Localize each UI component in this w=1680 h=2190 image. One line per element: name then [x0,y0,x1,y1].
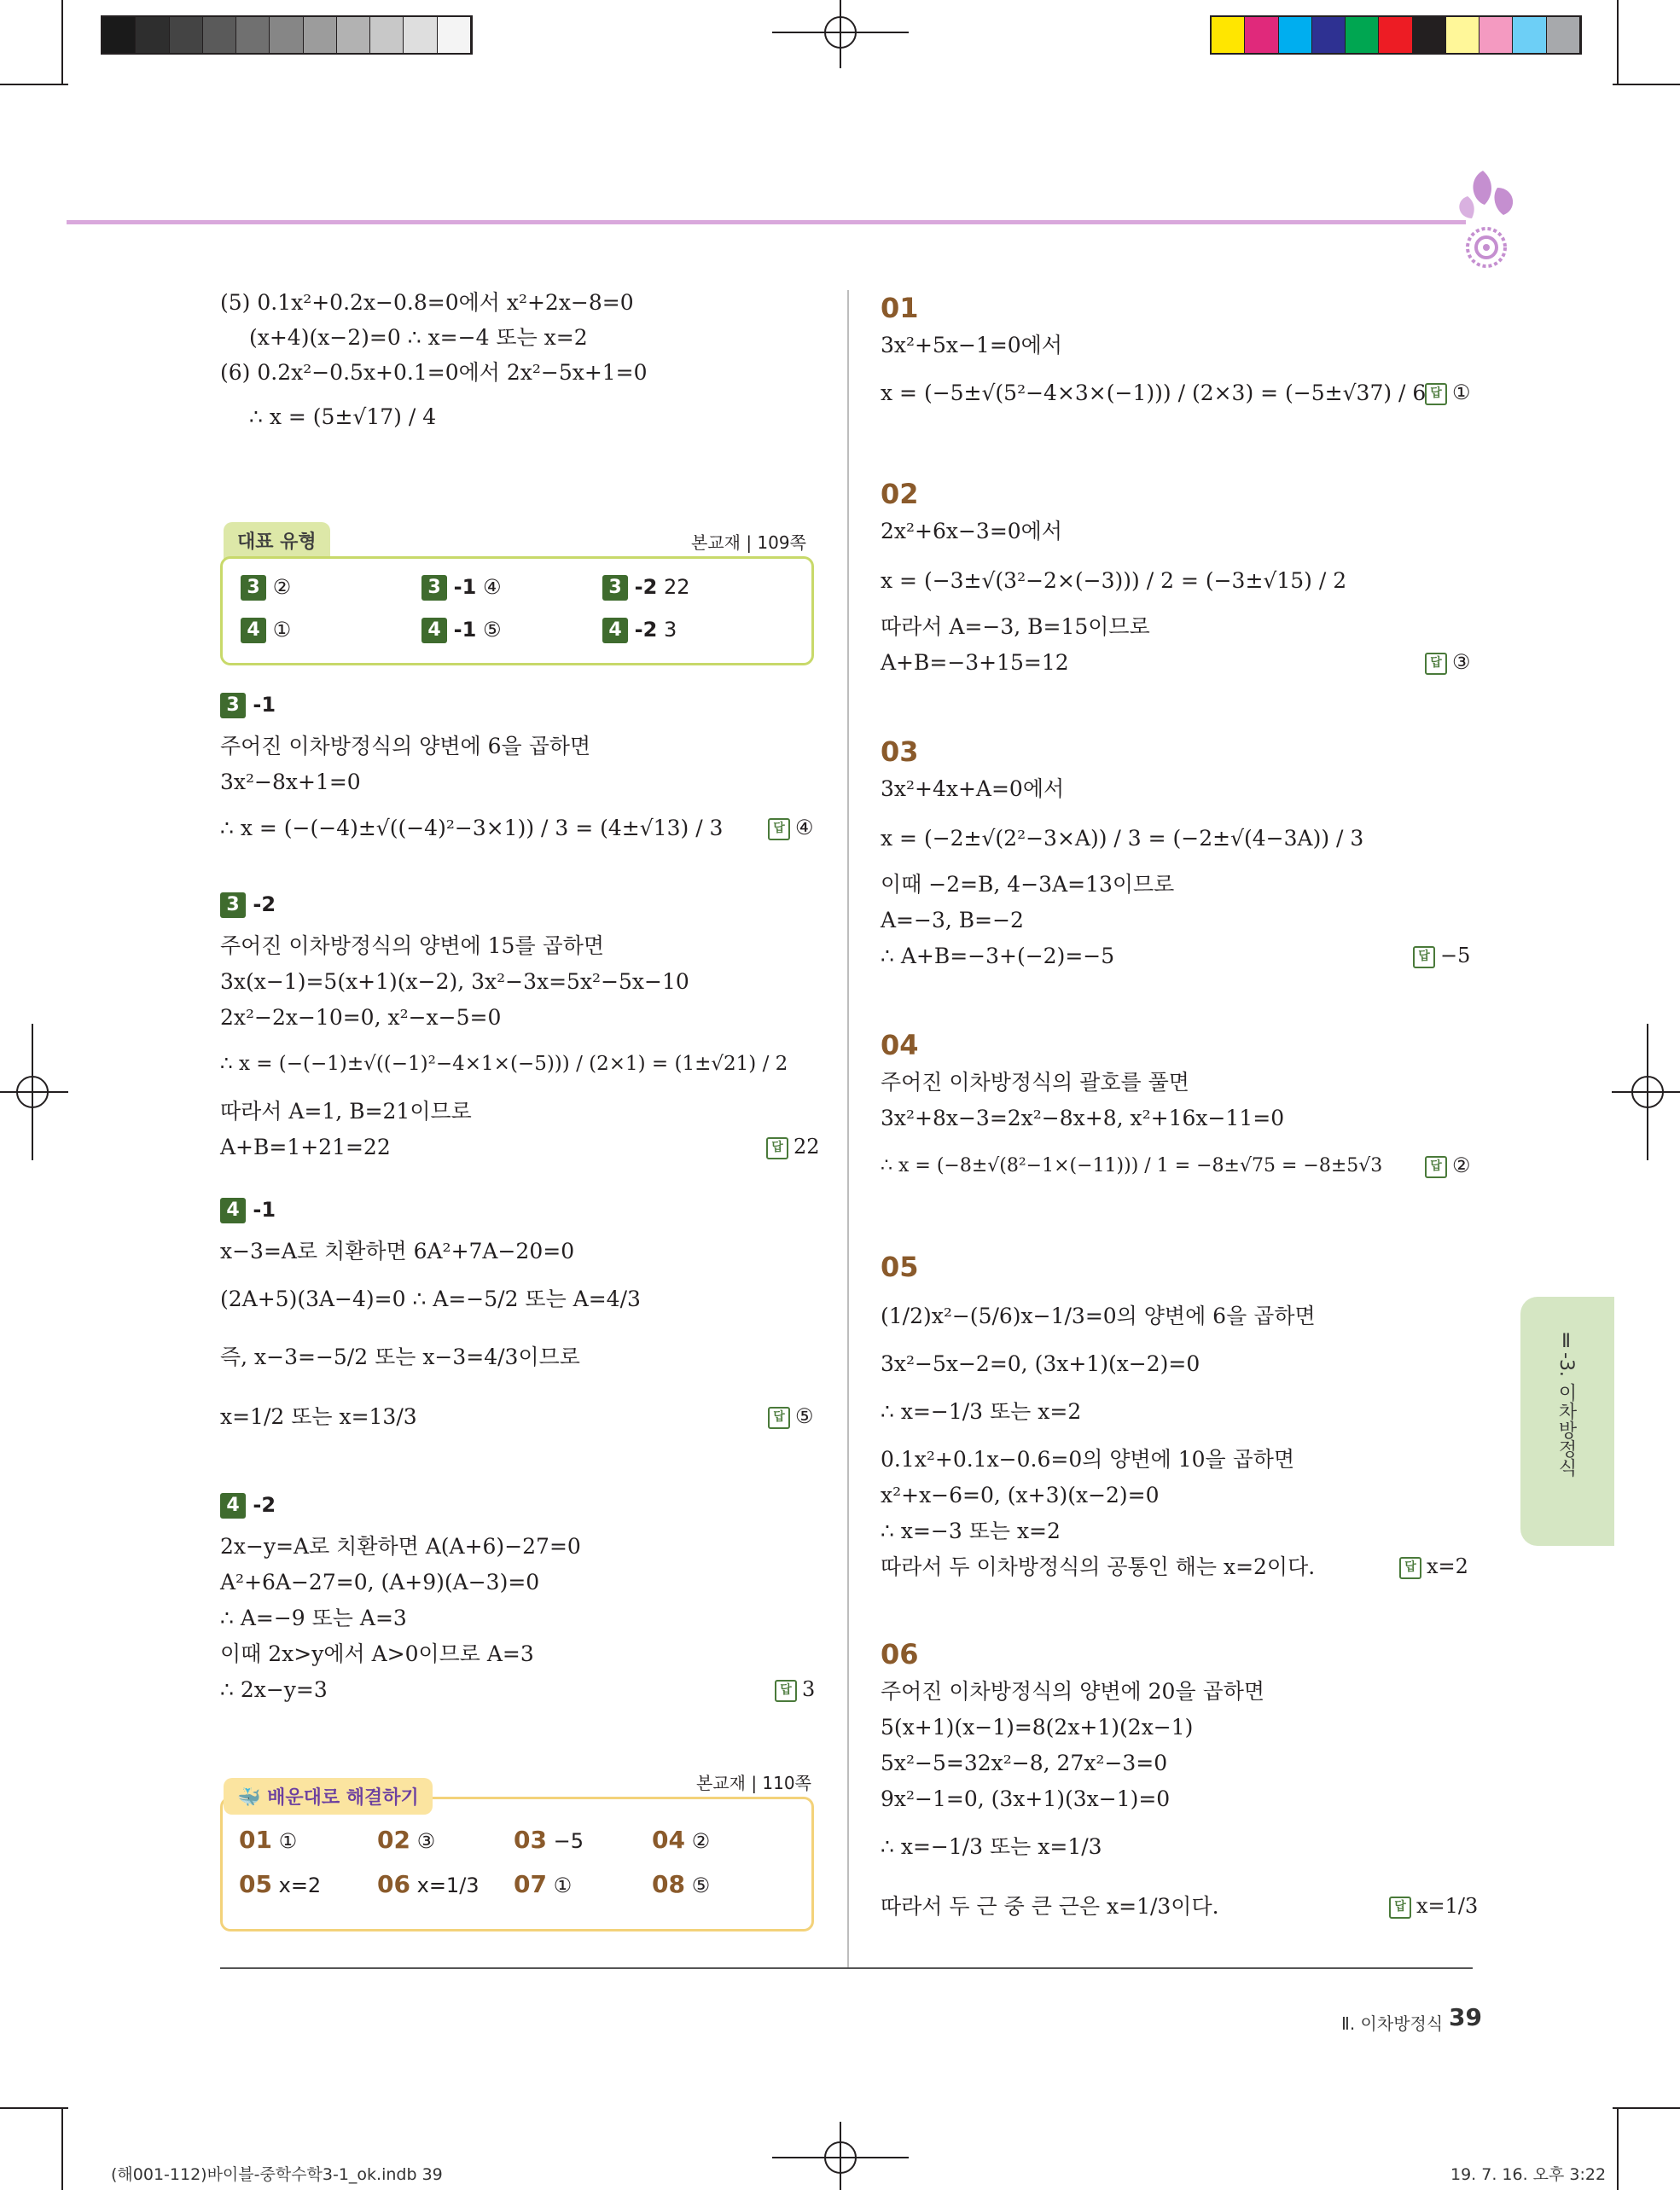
problem-number: 06 [881,1638,919,1670]
color-swatch [304,17,337,53]
daepyo-item: 3 ② [241,575,291,601]
text-line: 2x−y=A로 치환하면 A(A+6)−27=0 [220,1534,581,1559]
text-line: (5) 0.1x²+0.2x−0.8=0에서 x²+2x−8=0 [220,290,634,315]
answer-mark: 답 22 [766,1135,820,1159]
solution-heading: 3 -1 [220,693,276,718]
answer-mark: 답 ③ [1425,650,1471,675]
text-line: (2A+5)(3A−4)=0 ∴ A=−5/2 또는 A=4/3 [220,1287,641,1311]
text-line: x = (−2±√(2²−3×A)) / 3 = (−2±√(4−3A)) / 3 [881,826,1364,851]
text-line: 3x²−8x+1=0 [220,770,361,794]
text-line: 따라서 두 근 중 큰 근은 x=1/3이다. [881,1894,1219,1919]
text-line: 따라서 두 이차방정식의 공통인 해는 x=2이다. [881,1554,1316,1579]
solution-heading: 4 -1 [220,1198,276,1223]
registration-mark-right [1612,1024,1680,1160]
text-line: 주어진 이차방정식의 양변에 15를 곱하면 [220,933,604,958]
baeun-item: 06 x=1/3 [377,1870,480,1898]
text-line: x²+x−6=0, (x+3)(x−2)=0 [881,1483,1160,1507]
baeun-item: 01 ① [239,1826,298,1854]
daepyo-answer-box [220,556,814,665]
text-line: ∴ x = (−(−1)±√((−1)²−4×1×(−5))) / (2×1) = (1±√21) / 2 [220,1053,788,1075]
daepyo-ref: 본교재 | 109쪽 [691,532,806,553]
answer-mark: 답 3 [775,1677,815,1702]
answer-mark: 답 ④ [768,816,814,840]
color-swatch [1379,17,1412,53]
text-line: ∴ x=−3 또는 x=2 [881,1519,1061,1543]
text-line: 주어진 이차방정식의 양변에 6을 곱하면 [220,734,591,758]
daepyo-item: 3 -1 ④ [421,575,501,601]
whale-icon: 🐳 [237,1787,261,1809]
baeun-answer-box [220,1797,814,1931]
color-swatch [136,17,169,53]
color-swatch [1346,17,1379,53]
text-line: ∴ A+B=−3+(−2)=−5 [881,944,1115,968]
color-swatch [203,17,236,53]
text-line: ∴ x = (−8±√(8²−1×(−11))) / 1 = −8±√75 = −8±5√3 [881,1155,1383,1176]
color-swatch [1513,17,1546,53]
daepyo-item: 4 -2 3 [602,618,677,643]
text-line: 즉, x−3=−5/2 또는 x−3=4/3이므로 [220,1345,580,1369]
registration-mark-left [0,1024,68,1160]
color-swatch [438,17,471,53]
color-swatch [270,17,303,53]
text-line: 이때 2x>y에서 A>0이므로 A=3 [220,1641,534,1666]
text-line: ∴ x = (5±√17) / 4 [249,404,437,429]
text-line: 9x²−1=0, (3x+1)(3x−1)=0 [881,1786,1171,1811]
text-line: (1/2)x²−(5/6)x−1/3=0의 양변에 6을 곱하면 [881,1304,1316,1328]
color-swatch [1413,17,1446,53]
baeun-tab: 🐳 배운대로 해결하기 [224,1778,433,1815]
baeun-item: 05 x=2 [239,1870,322,1898]
text-line: 이때 −2=B, 4−3A=13이므로 [881,872,1175,897]
color-swatch [1312,17,1346,53]
color-swatch [1212,17,1245,53]
color-swatch [1547,17,1580,53]
baeun-item: 03 −5 [514,1826,584,1854]
text-line: 주어진 이차방정식의 괄호를 풀면 [881,1070,1189,1095]
color-swatch [1245,17,1278,53]
process-color-bar [1210,15,1582,55]
answer-mark: 답 ⑤ [768,1404,814,1429]
answer-mark: 답 ② [1425,1153,1471,1178]
text-line: 3x(x−1)=5(x+1)(x−2), 3x²−3x=5x²−5x−10 [220,969,689,994]
side-chapter-label: Ⅱ-3. 이차방정식 [1555,1331,1577,1477]
text-line: A²+6A−27=0, (A+9)(A−3)=0 [220,1570,540,1595]
text-line: ∴ A=−9 또는 A=3 [220,1606,407,1630]
text-line: ∴ x=−1/3 또는 x=1/3 [881,1834,1102,1859]
text-line: ∴ x=−1/3 또는 x=2 [881,1399,1082,1424]
text-line: 따라서 A=1, B=21이므로 [220,1099,472,1124]
baeun-item: 08 ⑤ [652,1870,711,1898]
text-line: A+B=1+21=22 [220,1135,391,1159]
text-line: 2x²−2x−10=0, x²−x−5=0 [220,1005,502,1030]
text-line: x = (−5±√(5²−4×3×(−1))) / (2×3) = (−5±√37) / 6 [881,380,1427,405]
color-swatch [404,17,437,53]
baeun-item: 07 ① [514,1870,573,1898]
text-line: ∴ x = (−(−4)±√((−4)²−3×1)) / 3 = (4±√13) / 3 [220,816,724,840]
text-line: 5(x+1)(x−1)=8(2x+1)(2x−1) [881,1715,1194,1740]
problem-number: 02 [881,478,919,510]
text-line: 3x²+5x−1=0에서 [881,333,1062,357]
footer-chapter: Ⅱ. 이차방정식 [1341,2013,1444,2034]
text-line: 주어진 이차방정식의 양변에 20을 곱하면 [881,1679,1264,1704]
text-line: 3x²−5x−2=0, (3x+1)(x−2)=0 [881,1351,1200,1376]
side-chapter-tab [1520,1297,1614,1546]
text-line: A=−3, B=−2 [881,908,1024,932]
daepyo-item: 3 -2 22 [602,575,690,601]
text-line: (6) 0.2x²−0.5x+0.1=0에서 2x²−5x+1=0 [220,360,648,385]
slug-date: 19. 7. 16. 오후 3:22 [1450,2165,1607,2184]
solution-heading: 3 -2 [220,892,276,918]
color-swatch [236,17,270,53]
problem-number: 03 [881,735,919,768]
slug-file: (해001-112)바이블-중학수학3-1_ok.indb 39 [111,2165,443,2184]
text-line: (x+4)(x−2)=0 ∴ x=−4 또는 x=2 [249,325,588,350]
text-line: 3x²+4x+A=0에서 [881,776,1065,801]
text-line: 따라서 A=−3, B=15이므로 [881,614,1150,639]
text-line: 2x²+6x−3=0에서 [881,519,1062,543]
flower-ornament-icon [1442,162,1527,273]
text-line: x−3=A로 치환하면 6A²+7A−20=0 [220,1239,575,1263]
footer-rule [220,1967,1473,1969]
problem-number: 05 [881,1251,919,1283]
gray-color-bar [101,15,473,55]
text-line: x=1/2 또는 x=13/3 [220,1404,417,1429]
answer-mark: 답 x=1/3 [1389,1894,1478,1919]
header-line [67,220,1466,224]
baeun-item: 02 ③ [377,1826,436,1854]
baeun-item: 04 ② [652,1826,711,1854]
problem-number: 01 [881,292,919,324]
daepyo-tab: 대표 유형 [224,522,330,559]
registration-mark-top [772,0,909,68]
solution-heading: 4 -2 [220,1493,276,1519]
color-swatch [1446,17,1479,53]
daepyo-item: 4 -1 ⑤ [421,618,501,643]
color-swatch [337,17,370,53]
answer-mark: 답 −5 [1413,944,1470,968]
color-swatch [1279,17,1312,53]
column-divider [847,290,849,1969]
daepyo-item: 4 ① [241,618,291,643]
answer-mark: 답 ① [1425,380,1471,405]
color-swatch [1479,17,1513,53]
page-number: 39 [1449,2003,1482,2031]
text-line: 5x²−5=32x²−8, 27x²−3=0 [881,1751,1168,1775]
text-line: 0.1x²+0.1x−0.6=0의 양변에 10을 곱하면 [881,1447,1295,1472]
answer-mark: 답 x=2 [1399,1554,1468,1579]
color-swatch [170,17,203,53]
text-line: A+B=−3+15=12 [881,650,1069,675]
baeun-ref: 본교재 | 110쪽 [696,1773,811,1793]
color-swatch [370,17,404,53]
problem-number: 04 [881,1029,919,1061]
registration-mark-bottom [772,2122,909,2190]
text-line: x = (−3±√(3²−2×(−3))) / 2 = (−3±√15) / 2 [881,568,1347,593]
text-line: ∴ 2x−y=3 [220,1677,328,1702]
text-line: 3x²+8x−3=2x²−8x+8, x²+16x−11=0 [881,1106,1285,1130]
color-swatch [102,17,136,53]
